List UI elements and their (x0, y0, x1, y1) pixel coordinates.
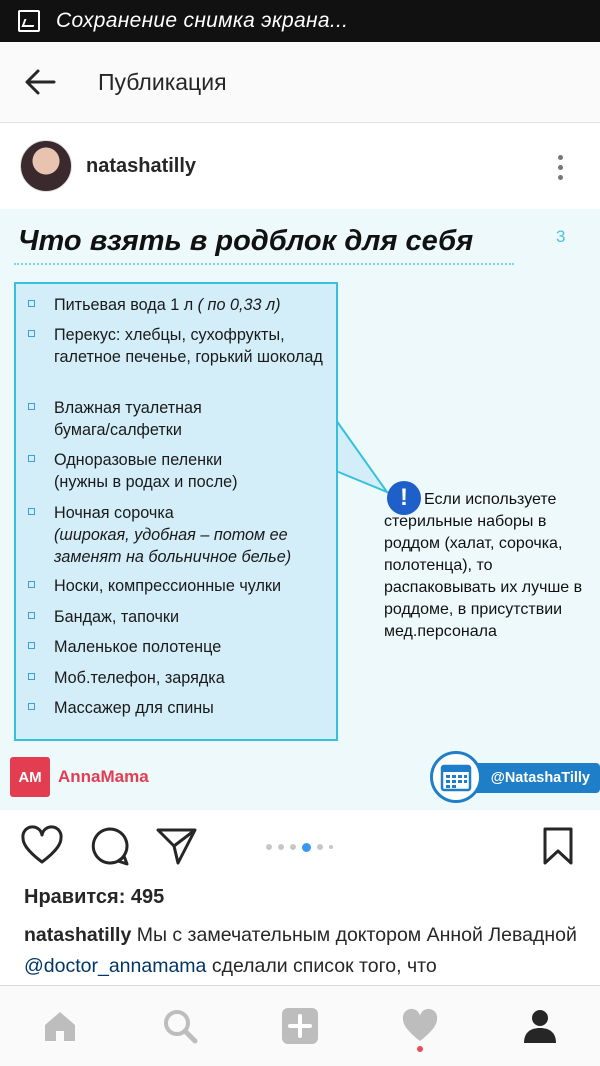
like-button[interactable] (20, 824, 64, 868)
checkbox-icon (28, 612, 35, 619)
caption-text: Мы с замечательным доктором Анной Левадной (131, 924, 577, 946)
author-badge (430, 751, 600, 803)
comment-button[interactable] (88, 824, 132, 868)
post-actions (0, 812, 600, 882)
profile-icon (520, 1006, 560, 1046)
more-options-button[interactable] (550, 151, 570, 185)
screenshot-icon (18, 10, 40, 32)
page-title: Публикация (98, 68, 227, 95)
calendar-icon (430, 751, 482, 803)
app-bar (0, 42, 600, 123)
carousel-indicator (266, 842, 339, 852)
image-title: Что взять в родблок для себя (18, 225, 474, 257)
image-page-number: 3 (556, 227, 566, 246)
checkbox-icon (28, 455, 35, 462)
carousel-dot (317, 844, 323, 850)
checkbox-icon (28, 642, 35, 649)
checkbox-icon (28, 703, 35, 710)
author-handle: @NatashaTilly (458, 763, 600, 793)
caption-text-cont: сделали список того, что (206, 955, 437, 977)
nav-activity-button[interactable] (400, 1006, 440, 1046)
status-bar (0, 0, 600, 42)
send-icon (154, 824, 198, 868)
avatar[interactable] (20, 140, 72, 192)
info-icon: ! (387, 481, 421, 515)
info-note-first: Если используете (424, 491, 557, 508)
nav-home-button[interactable] (40, 1006, 80, 1046)
post-header (0, 123, 600, 210)
brand-logo (10, 757, 149, 797)
bottom-nav (0, 985, 600, 1066)
checkbox-icon (28, 330, 35, 337)
brand-name: AnnaMama (58, 767, 149, 786)
info-note-rest: стерильные наборы в роддом (халат, сорочка, полотенца), то распаковывать их лучше в роддоме, в присутствии мед.персонала (384, 513, 583, 640)
carousel-dot (329, 845, 333, 849)
comment-icon (88, 824, 132, 868)
post-caption (24, 920, 584, 982)
info-note (384, 489, 584, 643)
checkbox-icon (28, 508, 35, 515)
carousel-dot (266, 844, 272, 850)
search-icon (160, 1006, 200, 1046)
brand-mark: AM (10, 757, 50, 797)
carousel-dot (278, 844, 284, 850)
checkbox-icon (28, 300, 35, 307)
share-button[interactable] (154, 824, 198, 868)
post-username[interactable]: natashatilly (86, 154, 197, 177)
caption-username[interactable]: natashatilly (24, 924, 132, 946)
more-vertical-icon (550, 155, 570, 180)
checklist-box: Питьевая вода 1 л ( по 0,33 л) Перекус: хлебцы, сухофрукты, галетное печенье, горький шоколад Влажная туалетная бумага/салфетки Одноразовые пеленки (нужны в родах и после) Ночная сорочка (широкая, удобная – потом ее заменят на больничное белье) Носки, компрессионные чулки Бандаж, тапочки Маленькое полотенце Моб.телефон, зарядка Массажер для спины (14, 282, 338, 741)
nav-add-button[interactable] (280, 1006, 320, 1046)
carousel-dot (290, 844, 296, 850)
status-text: Сохранение снимка экрана... (56, 9, 349, 32)
caption-mention[interactable]: @doctor_annamama (24, 955, 207, 977)
save-button[interactable] (536, 824, 580, 868)
checkbox-icon (28, 673, 35, 680)
nav-search-button[interactable] (160, 1006, 200, 1046)
post-image[interactable] (0, 209, 600, 810)
likes-count[interactable]: Нравится: 495 (24, 886, 165, 908)
checkbox-icon (28, 403, 35, 410)
arrow-left-icon (24, 68, 56, 96)
heart-icon (20, 824, 64, 868)
checkbox-icon (28, 581, 35, 588)
nav-profile-button[interactable] (520, 1006, 560, 1046)
add-icon (280, 1006, 320, 1046)
bookmark-icon (536, 824, 580, 868)
activity-heart-icon (400, 1006, 440, 1046)
carousel-dot-active (302, 843, 311, 852)
home-icon (40, 1006, 80, 1046)
back-button[interactable] (22, 64, 58, 100)
activity-notification-dot (417, 1046, 423, 1052)
